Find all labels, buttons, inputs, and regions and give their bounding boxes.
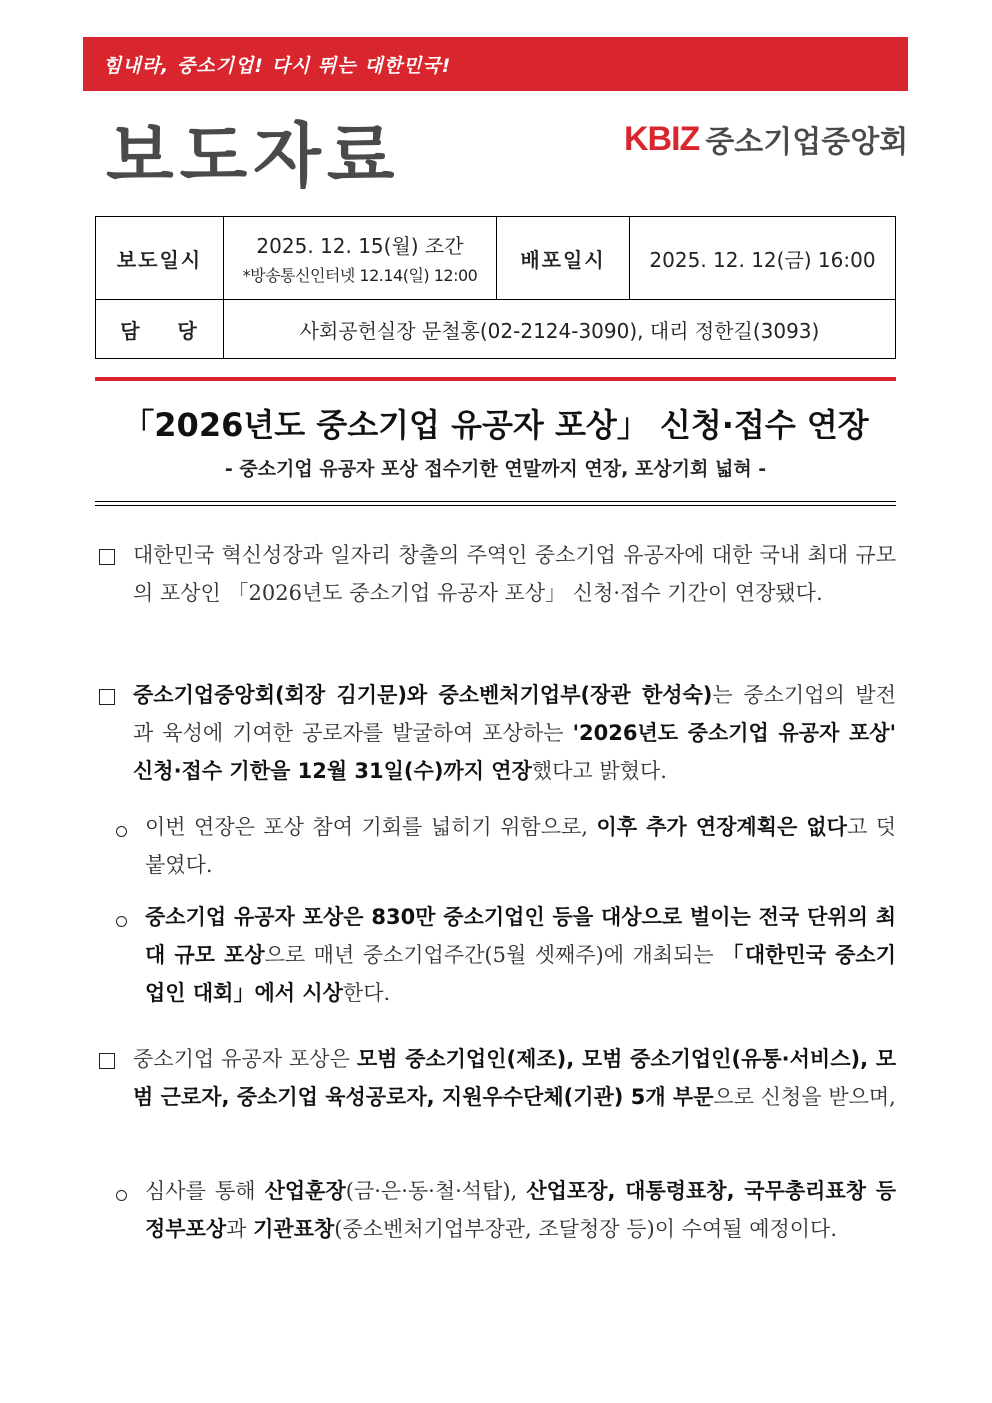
s3-bold-2: 산업포장, 대통령표창, 국무총리표창 등 정부포상	[145, 1179, 896, 1241]
page-title: 보도자료	[106, 115, 401, 197]
kbiz-logo	[624, 117, 908, 161]
s2-text-1: 으로 매년 중소기업주간(5월 셋째주)에 개최되는	[264, 943, 723, 967]
release-date-cell	[224, 217, 497, 300]
release-date: 2025. 12. 15(월) 조간	[256, 234, 464, 258]
paragraph-3	[133, 1040, 896, 1116]
s3-text-2: (금·은·동·철·석탑),	[345, 1179, 527, 1203]
logo-text: 중소기업중앙회	[705, 125, 909, 160]
s3-bold-3: 기관표창	[253, 1217, 335, 1241]
p2-bold-1: 중소기업중앙회(회장 김기문)와 중소벤처기업부(장관 한성숙)	[133, 683, 713, 707]
circle-bullet-icon	[116, 1184, 127, 1206]
contact-info: 사회공헌실장 문철홍(02-2124-3090), 대리 정한길(3093)	[224, 300, 896, 359]
p3-text-2: 으로 신청을 받으며,	[713, 1085, 896, 1109]
p2-text-2: 했다고 밝혔다.	[531, 759, 667, 783]
release-broadcast-note: *방송통신인터넷 12.14(일) 12:00	[242, 266, 478, 285]
contact-label: 담 당	[96, 300, 224, 359]
sub-paragraph-3	[145, 1172, 896, 1248]
sub-paragraph-1	[145, 808, 896, 884]
p3-text-1: 중소기업 유공자 포상은	[133, 1047, 357, 1071]
paragraph-2	[133, 676, 896, 790]
square-bullet-icon	[99, 548, 115, 570]
paragraph-1-text: 대한민국 혁신성장과 일자리 창출의 주역인 중소기업 유공자에 대한 국내 최대 규모의 포상인 「2026년도 중소기업 유공자 포상」 신청·접수 기간이 연장됐다.	[133, 543, 896, 605]
s1-text-1: 이번 연장은 포상 참여 기회를 넓히기 위함으로,	[145, 815, 597, 839]
s1-text-2: 고 덧붙였다.	[145, 815, 896, 877]
divider-double-top	[95, 501, 896, 502]
s3-text-3: 과	[226, 1217, 254, 1241]
circle-bullet-icon	[116, 820, 127, 842]
s2-bold-2: 「대한민국 중소기업인 대회」에서 시상	[145, 943, 896, 1005]
circle-bullet-icon	[116, 910, 127, 932]
slogan-text: 힘내라, 중소기업! 다시 뛰는 대한민국!	[103, 55, 452, 77]
p2-text-1: 는 중소기업의 발전과 육성에 기여한 공로자를 발굴하여 포상하는	[133, 683, 896, 745]
sub-paragraph-2	[145, 898, 896, 1012]
s3-text-4: (중소벤처기업부장관, 조달청장 등)이 수여될 예정이다.	[334, 1217, 838, 1241]
headline-subtitle: - 중소기업 유공자 포상 접수기한 연말까지 연장, 포상기회 넓혀 -	[224, 458, 767, 480]
square-bullet-icon	[99, 1052, 115, 1074]
s3-text-1: 심사를 통해	[145, 1179, 265, 1203]
p2-bold-2: '2026년도 중소기업 유공자 포상' 신청·접수 기한을 12월 31일(수)까지 연장	[133, 721, 897, 783]
square-bullet-icon	[99, 688, 115, 710]
s2-text-2: 한다.	[342, 981, 391, 1005]
paragraph-1	[133, 536, 896, 612]
s1-bold-1: 이후 추가 연장계획은 없다	[596, 815, 847, 839]
distribution-date-label: 배포일시	[497, 217, 630, 300]
distribution-date: 2025. 12. 12(금) 16:00	[630, 217, 896, 300]
divider-red	[95, 377, 896, 381]
logo-mark: KBIZ	[624, 119, 700, 158]
release-info-table	[95, 216, 896, 359]
s3-bold-1: 산업훈장	[264, 1179, 346, 1203]
release-date-label: 보도일시	[96, 217, 224, 300]
s2-bold-1: 중소기업 유공자 포상은 830만 중소기업인 등을 대상으로 벌이는 전국 단위의 최대 규모 포상	[145, 905, 896, 967]
divider-double-bottom	[95, 505, 896, 506]
slogan-banner	[83, 37, 908, 91]
headline-title: 「2026년도 중소기업 유공자 포상」 신청·접수 연장	[122, 406, 869, 444]
p3-bold-1: 모범 중소기업인(제조), 모범 중소기업인(유통·서비스), 모범 근로자, 중소기업 육성공로자, 지원우수단체(기관) 5개 부문	[133, 1047, 897, 1109]
